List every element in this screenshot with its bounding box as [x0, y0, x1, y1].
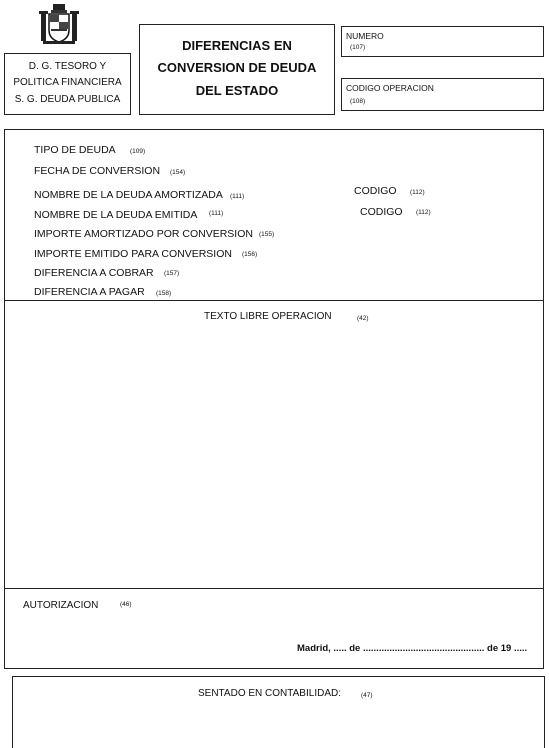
field-importe-emitido-code: (156) [242, 251, 258, 258]
contabilidad-box[interactable] [12, 676, 545, 748]
field-deuda-amortizada-code: (111) [230, 193, 245, 200]
field-importe-amortizado-label: IMPORTE AMORTIZADO POR CONVERSION [34, 228, 253, 240]
field-deuda-emitida-codigo-code: (112) [416, 209, 431, 216]
title-line-1: DIFERENCIAS EN [182, 38, 292, 53]
title-line-2: CONVERSION DE DEUDA [157, 60, 317, 75]
field-deuda-amortizada-label: NOMBRE DE LA DEUDA AMORTIZADA [34, 189, 223, 201]
field-deuda-amortizada-codigo-label: CODIGO [354, 185, 397, 197]
numero-label: NUMERO [346, 31, 384, 41]
autorizacion-code: (46) [120, 601, 132, 608]
field-tipo-deuda-code: (109) [130, 148, 146, 155]
contabilidad-code: (47) [361, 692, 373, 699]
fields-divider [4, 300, 544, 301]
field-fecha-conversion-code: (154) [170, 169, 186, 176]
texto-libre-code: (42) [357, 315, 369, 322]
numero-code: (107) [350, 44, 366, 51]
texto-libre-label: TEXTO LIBRE OPERACION [204, 311, 332, 322]
field-diferencia-pagar-label: DIFERENCIA A PAGAR [34, 286, 145, 298]
field-tipo-deuda-label: TIPO DE DEUDA [34, 144, 116, 156]
field-deuda-emitida-code: (111) [209, 210, 224, 217]
field-importe-emitido-label: IMPORTE EMITIDO PARA CONVERSION [34, 248, 232, 260]
field-deuda-emitida-label: NOMBRE DE LA DEUDA EMITIDA [34, 209, 198, 221]
org-line-3: S. G. DEUDA PUBLICA [14, 94, 121, 105]
field-diferencia-cobrar-code: (157) [164, 270, 180, 277]
field-deuda-amortizada-codigo-code: (112) [410, 189, 425, 196]
field-diferencia-pagar-code: (158) [156, 290, 172, 297]
org-line-1: D. G. TESORO Y [28, 61, 107, 72]
texto-libre-divider [4, 588, 544, 589]
contabilidad-label: SENTADO EN CONTABILIDAD: [198, 688, 341, 699]
field-diferencia-cobrar-label: DIFERENCIA A COBRAR [34, 267, 154, 279]
codigo-operacion-label: CODIGO OPERACION [346, 83, 434, 93]
madrid-date-line: Madrid, ..... de .............................................. de 19 ..... [297, 643, 528, 654]
org-line-2: POLITICA FINANCIERA [13, 77, 122, 88]
autorizacion-label: AUTORIZACION [23, 600, 99, 611]
field-deuda-emitida-codigo-label: CODIGO [360, 206, 403, 218]
field-fecha-conversion-label: FECHA DE CONVERSION [34, 165, 161, 177]
coat-of-arms-icon [37, 3, 81, 47]
texto-libre-area[interactable] [5, 326, 543, 586]
field-importe-amortizado-code: (155) [259, 231, 275, 238]
codigo-operacion-code: (108) [350, 98, 366, 105]
title-line-3: DEL ESTADO [195, 83, 279, 98]
